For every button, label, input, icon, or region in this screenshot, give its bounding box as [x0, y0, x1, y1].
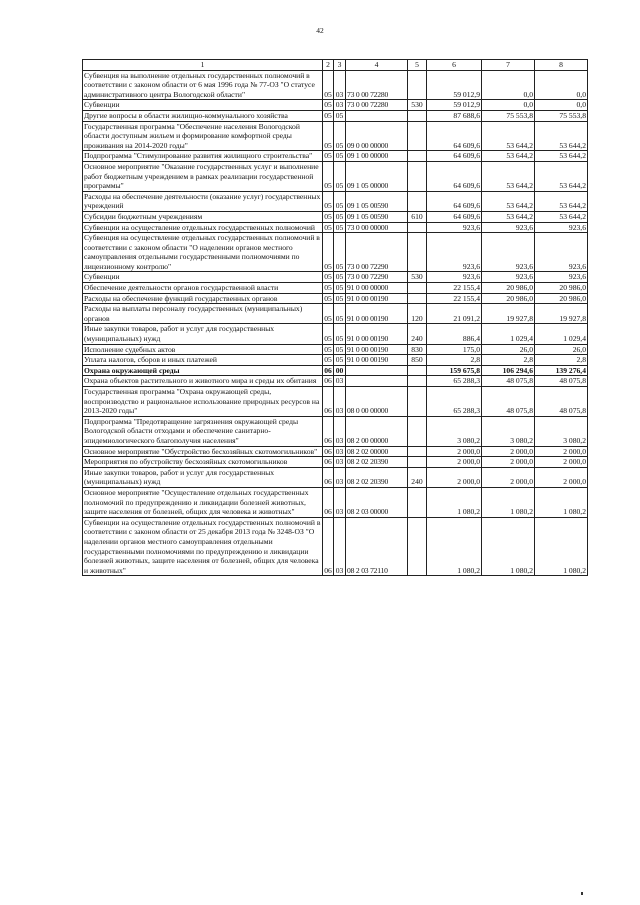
amount-col8-cell: 1 029,4 — [535, 324, 588, 344]
expense-type-cell — [408, 151, 427, 162]
table-row — [83, 457, 588, 468]
amount-col7-cell: 0,0 — [482, 100, 535, 111]
amount-col6-cell: 64 609,6 — [427, 211, 482, 222]
table-row — [83, 283, 588, 294]
section-code-cell: 06 — [324, 457, 332, 467]
amount-col8-cell: 139 276,4 — [535, 365, 588, 376]
amount-col7-cell: 2 000,0 — [482, 467, 535, 487]
amount-col8-cell: 48 075,8 — [535, 376, 588, 387]
item-name-cell: Расходы на обеспечение деятельности (оказание услуг) государственных учреждений — [83, 191, 323, 211]
section-code-cell: 06 — [324, 365, 332, 375]
header-cell: 6 — [427, 60, 482, 71]
amount-col8-cell: 19 927,8 — [535, 304, 588, 324]
amount-col8-cell: 20 986,0 — [535, 293, 588, 304]
target-article-cell: 09 0 00 00000 — [346, 121, 408, 151]
item-name-cell: Субвенции — [83, 272, 323, 283]
amount-col7-cell: 106 294,6 — [482, 365, 535, 376]
header-cell: 1 — [83, 60, 323, 71]
amount-col7-cell: 20 986,0 — [482, 293, 535, 304]
amount-col8-cell: 2 000,0 — [535, 446, 588, 457]
item-name-cell: Государственная программа "Охрана окружающей среды, воспроизводство и рациональное использование природных ресурсов на 2013-2020 годы" — [83, 387, 323, 417]
target-article-cell: 09 1 00 00000 — [346, 151, 408, 162]
amount-col6-cell: 64 609,6 — [427, 121, 482, 151]
table-row — [83, 376, 588, 387]
subsection-code-cell: 05 — [334, 191, 346, 211]
item-name-cell: Субвенция на осуществление отдельных государственных полномочий в соответствии с законом области "О наделении органов местного самоуправления отдельными государственными полномочиями по лицензионному контролю" — [83, 233, 323, 272]
subsection-code-cell: 03 — [334, 517, 346, 576]
subsection-code-cell: 03 — [334, 467, 346, 487]
amount-col8-cell: 53 644,2 — [535, 161, 588, 191]
target-article-cell: 73 0 00 72290 — [346, 233, 408, 272]
amount-col8-cell: 0,0 — [535, 100, 588, 111]
section-code-cell: 05 — [323, 324, 334, 344]
table-row — [83, 467, 588, 487]
amount-col7-cell: 2,8 — [482, 355, 535, 366]
table-row — [83, 387, 588, 417]
section-code-cell: 05 — [324, 355, 332, 365]
amount-col6-cell: 923,6 — [427, 272, 482, 283]
subsection-code-cell: 05 — [334, 222, 346, 233]
amount-col7-cell: 53 644,2 — [482, 151, 535, 162]
item-name-cell: Иные закупки товаров, работ и услуг для государственных (муниципальных) нужд — [83, 467, 323, 487]
budget-table — [82, 59, 588, 576]
amount-col8-cell: 53 644,2 — [535, 191, 588, 211]
amount-col6-cell: 159 675,8 — [427, 365, 482, 376]
section-code-cell: 05 — [324, 272, 332, 282]
subsection-code-cell: 03 — [334, 457, 346, 468]
expense-type-cell — [408, 365, 427, 376]
scan-mark — [581, 892, 583, 895]
target-article-cell: 09 1 05 00590 — [346, 211, 408, 222]
target-article-cell — [346, 376, 408, 387]
section-code-cell: 05 — [324, 283, 332, 293]
section-code-cell: 05 — [324, 344, 332, 354]
expense-type-cell — [408, 283, 427, 294]
amount-col6-cell: 87 688,6 — [427, 110, 482, 121]
table-row — [83, 70, 588, 100]
subsection-code-cell: 00 — [334, 365, 346, 376]
table-row — [83, 324, 588, 344]
section-code-cell: 06 — [323, 467, 334, 487]
target-article-cell: 91 0 00 00190 — [346, 344, 408, 355]
expense-type-cell: 530 — [408, 272, 427, 283]
amount-col7-cell: 53 644,2 — [482, 161, 535, 191]
amount-col7-cell: 53 644,2 — [482, 121, 535, 151]
amount-col7-cell: 923,6 — [482, 272, 535, 283]
table-row — [83, 446, 588, 457]
amount-col8-cell: 75 553,8 — [535, 110, 588, 121]
expense-type-cell: 240 — [408, 324, 427, 344]
section-code-cell: 06 — [323, 387, 334, 417]
expense-type-cell — [408, 487, 427, 517]
subsection-code-cell: 05 — [334, 151, 346, 162]
table-header-row — [83, 60, 588, 71]
item-name-cell: Охрана окружающей среды — [83, 365, 323, 376]
amount-col8-cell: 2 000,0 — [535, 467, 588, 487]
amount-col8-cell: 0,0 — [535, 70, 588, 100]
table-row — [83, 365, 588, 376]
section-code-cell: 05 — [324, 293, 332, 303]
item-name-cell: Основное мероприятие "Осуществление отдельных государственных полномочий по предупреждению и ликвидации болезней животных, защите населения от болезней, общих для человека и животных" — [83, 487, 323, 517]
subsection-code-cell: 03 — [334, 446, 346, 457]
subsection-code-cell: 05 — [334, 110, 346, 121]
item-name-cell: Подпрограмма "Стимулирование развития жилищного строительства" — [83, 151, 323, 162]
subsection-code-cell: 05 — [334, 355, 346, 366]
section-code-cell: 05 — [324, 151, 332, 161]
expense-type-cell — [408, 293, 427, 304]
subsection-code-cell: 03 — [334, 100, 346, 111]
subsection-code-cell: 05 — [334, 344, 346, 355]
section-code-cell: 05 — [323, 161, 334, 191]
expense-type-cell — [408, 457, 427, 468]
expense-type-cell — [408, 70, 427, 100]
subsection-code-cell: 03 — [334, 487, 346, 517]
table-row — [83, 355, 588, 366]
item-name-cell: Субвенции на осуществление отдельных государственных полномочий — [83, 222, 323, 233]
header-cell: 7 — [482, 60, 535, 71]
item-name-cell: Обеспечение деятельности органов государственной власти — [83, 283, 323, 294]
amount-col6-cell: 2,8 — [427, 355, 482, 366]
table-row — [83, 272, 588, 283]
target-article-cell: 08 2 03 00000 — [346, 487, 408, 517]
table-row — [83, 121, 588, 151]
subsection-code-cell: 05 — [334, 161, 346, 191]
expense-type-cell: 240 — [408, 467, 427, 487]
target-article-cell: 08 2 02 20390 — [346, 457, 408, 468]
amount-col7-cell: 1 029,4 — [482, 324, 535, 344]
expense-type-cell — [408, 161, 427, 191]
amount-col7-cell: 26,0 — [482, 344, 535, 355]
amount-col8-cell: 20 986,0 — [535, 283, 588, 294]
table-row — [83, 211, 588, 222]
amount-col6-cell: 59 012,9 — [427, 100, 482, 111]
target-article-cell: 09 1 05 00000 — [346, 161, 408, 191]
amount-col7-cell: 1 080,2 — [482, 517, 535, 576]
amount-col6-cell: 64 609,6 — [427, 151, 482, 162]
expense-type-cell: 530 — [408, 100, 427, 111]
item-name-cell: Уплата налогов, сборов и иных платежей — [83, 355, 323, 366]
amount-col8-cell: 26,0 — [535, 344, 588, 355]
amount-col7-cell: 48 075,8 — [482, 387, 535, 417]
table-row — [83, 293, 588, 304]
expense-type-cell — [408, 110, 427, 121]
target-article-cell: 91 0 00 00190 — [346, 355, 408, 366]
section-code-cell: 05 — [323, 121, 334, 151]
section-code-cell: 05 — [324, 100, 332, 110]
expense-type-cell — [408, 121, 427, 151]
amount-col6-cell: 22 155,4 — [427, 293, 482, 304]
amount-col8-cell: 923,6 — [535, 222, 588, 233]
amount-col7-cell: 53 644,2 — [482, 191, 535, 211]
amount-col8-cell: 3 080,2 — [535, 416, 588, 446]
section-code-cell: 05 — [323, 191, 334, 211]
expense-type-cell — [408, 416, 427, 446]
amount-col8-cell: 53 644,2 — [535, 211, 588, 222]
expense-type-cell — [408, 222, 427, 233]
item-name-cell: Расходы на выплаты персоналу государственных (муниципальных) органов — [83, 304, 323, 324]
item-name-cell: Исполнение судебных актов — [83, 344, 323, 355]
amount-col7-cell: 75 553,8 — [482, 110, 535, 121]
table-row — [83, 487, 588, 517]
item-name-cell: Другие вопросы в области жилищно-коммунального хозяйства — [83, 110, 323, 121]
amount-col6-cell: 64 609,6 — [427, 191, 482, 211]
amount-col8-cell: 1 080,2 — [535, 517, 588, 576]
target-article-cell: 08 2 03 72110 — [346, 517, 408, 576]
table-row — [83, 151, 588, 162]
target-article-cell — [346, 110, 408, 121]
amount-col6-cell: 65 288,3 — [427, 387, 482, 417]
amount-col6-cell: 1 080,2 — [427, 517, 482, 576]
amount-col6-cell: 22 155,4 — [427, 283, 482, 294]
amount-col6-cell: 175,0 — [427, 344, 482, 355]
target-article-cell: 09 1 05 00590 — [346, 191, 408, 211]
section-code-cell: 05 — [324, 222, 332, 232]
amount-col8-cell: 48 075,8 — [535, 387, 588, 417]
table-body — [83, 70, 588, 576]
item-name-cell: Субсидии бюджетным учреждениям — [83, 211, 323, 222]
expense-type-cell — [408, 191, 427, 211]
amount-col7-cell: 48 075,8 — [482, 376, 535, 387]
target-article-cell: 73 0 00 72280 — [346, 100, 408, 111]
table-row — [83, 100, 588, 111]
header-cell: 4 — [346, 60, 408, 71]
subsection-code-cell: 03 — [334, 387, 346, 417]
target-article-cell: 73 0 00 72280 — [346, 70, 408, 100]
section-code-cell: 06 — [323, 416, 334, 446]
table-row — [83, 110, 588, 121]
header-cell: 8 — [535, 60, 588, 71]
amount-col6-cell: 1 080,2 — [427, 487, 482, 517]
subsection-code-cell: 05 — [334, 324, 346, 344]
section-code-cell: 05 — [323, 233, 334, 272]
page-number: 42 — [316, 26, 324, 35]
item-name-cell: Основное мероприятие "Обустройство бесхозяйных скотомогильников" — [83, 446, 323, 457]
subsection-code-cell: 05 — [334, 304, 346, 324]
subsection-code-cell: 03 — [334, 376, 346, 387]
target-article-cell: 73 0 00 00000 — [346, 222, 408, 233]
item-name-cell: Охрана объектов растительного и животного мира и среды их обитания — [83, 376, 323, 387]
expense-type-cell: 850 — [408, 355, 427, 366]
item-name-cell: Иные закупки товаров, работ и услуг для государственных (муниципальных) нужд — [83, 324, 323, 344]
amount-col7-cell: 2 000,0 — [482, 457, 535, 468]
item-name-cell: Субвенции на осуществление отдельных государственных полномочий в соответствии с законом области от 25 декабря 2013 года № 3248-ОЗ "О наделении органов местного самоуправления отдельными государственными полномочиями по предупреждению и ликвидации болезней животных, защите населения от болезней, общих для человека и животных" — [83, 517, 323, 576]
amount-col6-cell: 923,6 — [427, 233, 482, 272]
expense-type-cell — [408, 376, 427, 387]
section-code-cell: 06 — [323, 517, 334, 576]
table-row — [83, 233, 588, 272]
expense-type-cell: 610 — [408, 211, 427, 222]
amount-col8-cell: 2 000,0 — [535, 457, 588, 468]
amount-col7-cell: 3 080,2 — [482, 416, 535, 446]
subsection-code-cell: 03 — [334, 70, 346, 100]
amount-col8-cell: 53 644,2 — [535, 151, 588, 162]
item-name-cell: Мероприятия по обустройству бесхозяйных скотомогильников — [83, 457, 323, 468]
header-cell: 3 — [334, 60, 346, 71]
expense-type-cell — [408, 446, 427, 457]
target-article-cell: 08 0 00 00000 — [346, 387, 408, 417]
amount-col6-cell: 64 609,6 — [427, 161, 482, 191]
subsection-code-cell: 05 — [334, 293, 346, 304]
amount-col8-cell: 2,8 — [535, 355, 588, 366]
amount-col7-cell: 53 644,2 — [482, 211, 535, 222]
subsection-code-cell: 05 — [334, 272, 346, 283]
amount-col6-cell: 2 000,0 — [427, 467, 482, 487]
amount-col8-cell: 53 644,2 — [535, 121, 588, 151]
expense-type-cell — [408, 517, 427, 576]
target-article-cell: 91 0 00 00190 — [346, 304, 408, 324]
item-name-cell: Подпрограмма "Предотвращение загрязнения окружающей среды Вологодской области отходами и обеспечение санитарно-эпидемиологического благополучия населения" — [83, 416, 323, 446]
item-name-cell: Субвенция на выполнение отдельных государственных полномочий в соответствии с законом области от 6 мая 1996 года № 77-ОЗ "О статусе административного центра Вологодской области" — [83, 70, 323, 100]
expense-type-cell — [408, 233, 427, 272]
section-code-cell: 05 — [324, 110, 332, 120]
table-row — [83, 222, 588, 233]
table-row — [83, 517, 588, 576]
section-code-cell: 06 — [324, 446, 332, 456]
target-article-cell — [346, 365, 408, 376]
amount-col6-cell: 59 012,9 — [427, 70, 482, 100]
amount-col7-cell: 20 986,0 — [482, 283, 535, 294]
table-row — [83, 304, 588, 324]
amount-col6-cell: 65 288,3 — [427, 376, 482, 387]
header-cell: 5 — [408, 60, 427, 71]
section-code-cell: 05 — [323, 304, 334, 324]
target-article-cell: 91 0 00 00000 — [346, 283, 408, 294]
target-article-cell: 91 0 00 00190 — [346, 293, 408, 304]
amount-col6-cell: 21 091,2 — [427, 304, 482, 324]
target-article-cell: 08 2 00 00000 — [346, 416, 408, 446]
amount-col7-cell: 923,6 — [482, 233, 535, 272]
target-article-cell: 91 0 00 00190 — [346, 324, 408, 344]
item-name-cell: Расходы на обеспечение функций государственных органов — [83, 293, 323, 304]
amount-col7-cell: 923,6 — [482, 222, 535, 233]
subsection-code-cell: 03 — [334, 416, 346, 446]
expense-type-cell: 830 — [408, 344, 427, 355]
amount-col6-cell: 923,6 — [427, 222, 482, 233]
amount-col8-cell: 1 080,2 — [535, 487, 588, 517]
amount-col6-cell: 2 000,0 — [427, 446, 482, 457]
amount-col6-cell: 3 080,2 — [427, 416, 482, 446]
subsection-code-cell: 05 — [334, 211, 346, 222]
amount-col8-cell: 923,6 — [535, 233, 588, 272]
target-article-cell: 08 2 02 00000 — [346, 446, 408, 457]
table-row — [83, 344, 588, 355]
item-name-cell: Государственная программа "Обеспечение населения Вологодской области доступным жильем и формирование комфортной среды проживания на 2014-2020 годы" — [83, 121, 323, 151]
amount-col8-cell: 923,6 — [535, 272, 588, 283]
section-code-cell: 06 — [323, 487, 334, 517]
expense-type-cell: 120 — [408, 304, 427, 324]
target-article-cell: 73 0 00 72290 — [346, 272, 408, 283]
section-code-cell: 05 — [323, 70, 334, 100]
amount-col6-cell: 2 000,0 — [427, 457, 482, 468]
amount-col7-cell: 0,0 — [482, 70, 535, 100]
subsection-code-cell: 05 — [334, 233, 346, 272]
amount-col7-cell: 2 000,0 — [482, 446, 535, 457]
header-cell: 2 — [323, 60, 334, 71]
section-code-cell: 05 — [324, 211, 332, 221]
amount-col7-cell: 19 927,8 — [482, 304, 535, 324]
subsection-code-cell: 05 — [334, 283, 346, 294]
subsection-code-cell: 05 — [334, 121, 346, 151]
table-row — [83, 416, 588, 446]
target-article-cell: 08 2 02 20390 — [346, 467, 408, 487]
table-row — [83, 161, 588, 191]
expense-type-cell — [408, 387, 427, 417]
amount-col7-cell: 1 080,2 — [482, 487, 535, 517]
table-row — [83, 191, 588, 211]
item-name-cell: Основное мероприятие "Оказание государственных услуг и выполнение работ бюджетным учреждением в рамках реализации государственной программы" — [83, 161, 323, 191]
section-code-cell: 06 — [324, 376, 332, 386]
item-name-cell: Субвенции — [83, 100, 323, 111]
amount-col6-cell: 886,4 — [427, 324, 482, 344]
